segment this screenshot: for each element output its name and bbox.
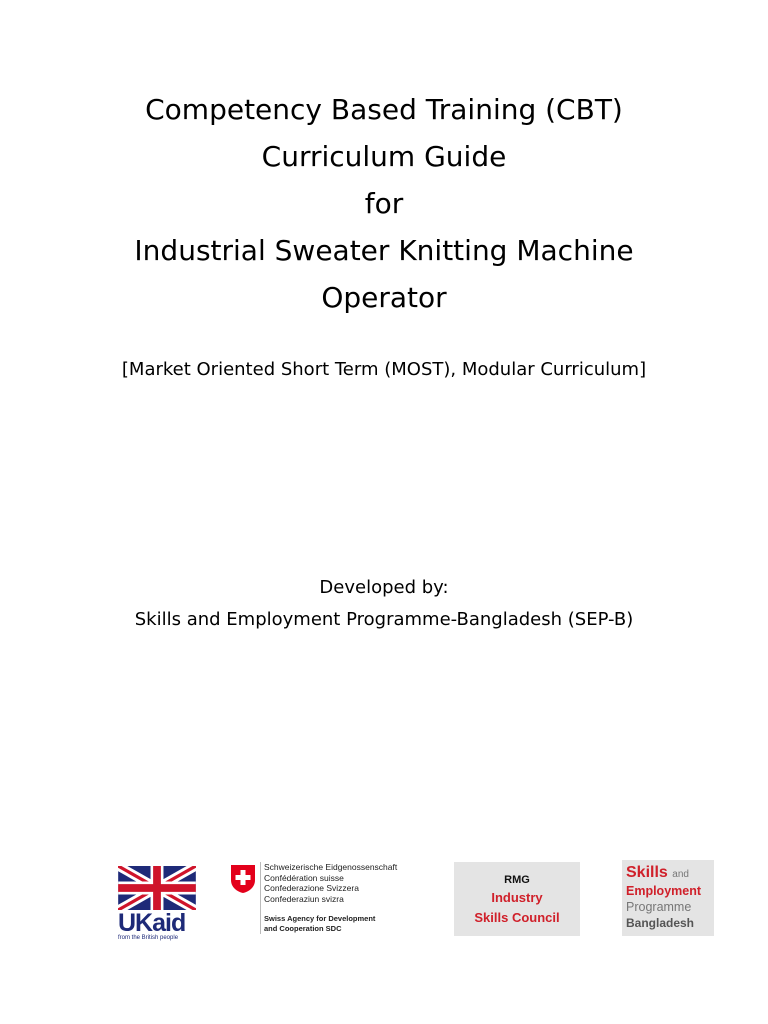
developed-by-label: Developed by: bbox=[319, 577, 449, 598]
swiss-divider bbox=[260, 862, 261, 934]
title-line-3: for bbox=[364, 187, 404, 220]
swiss-shield-icon bbox=[230, 864, 256, 894]
rmg-isc-logo: RMG Industry Skills Council bbox=[454, 862, 580, 936]
sep-b-logo: Skills and Employment Programme Bangladesh bbox=[622, 860, 714, 936]
title-line-1: Competency Based Training (CBT) bbox=[145, 93, 623, 126]
swiss-sdc-logo bbox=[230, 862, 415, 938]
union-jack-icon bbox=[118, 866, 196, 910]
developer-organization: Skills and Employment Programme-Bangladesh (SEP-B) bbox=[134, 609, 634, 630]
title-line-5: Operator bbox=[321, 281, 447, 314]
developed-by-block bbox=[0, 572, 768, 636]
swiss-names: Schweizerische Eidgenossenschaft Confédération suisse Confederazione Svizzera Confederaziun svizra bbox=[264, 862, 398, 904]
ukaid-tagline: from the British people bbox=[118, 935, 179, 941]
ukaid-wordmark: UKaid bbox=[118, 909, 186, 937]
ukaid-logo bbox=[118, 866, 196, 944]
title-line-2: Curriculum Guide bbox=[261, 140, 507, 173]
swiss-agency-name: Swiss Agency for Development and Cooperation SDC bbox=[264, 914, 376, 933]
document-title bbox=[0, 86, 768, 321]
document-subtitle: [Market Oriented Short Term (MOST), Modular Curriculum] bbox=[121, 359, 647, 380]
title-line-4: Industrial Sweater Knitting Machine bbox=[134, 234, 634, 267]
